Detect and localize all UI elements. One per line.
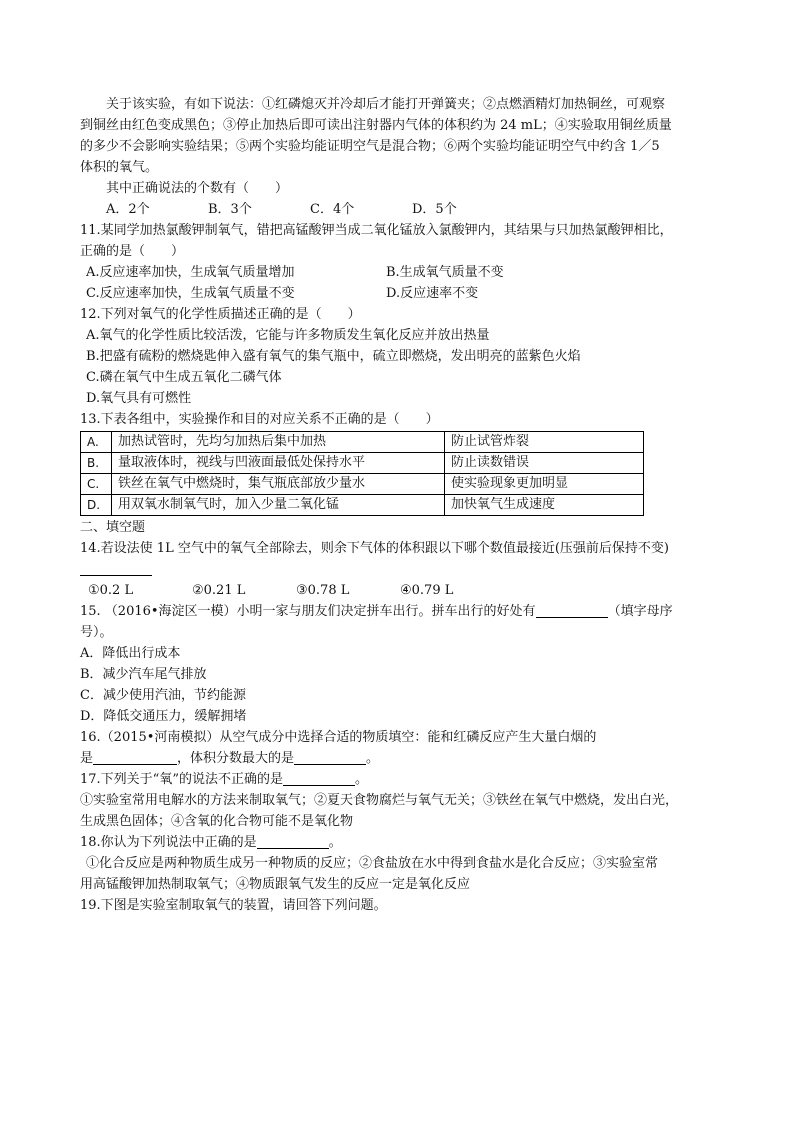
q13-row-a-label: A. bbox=[81, 432, 112, 453]
q14-options bbox=[80, 580, 720, 601]
q15-block bbox=[80, 601, 720, 727]
q13-row-d-label: D. bbox=[81, 495, 112, 516]
q13-row-c-label: C. bbox=[81, 474, 112, 495]
q13-block bbox=[80, 409, 720, 516]
q11-option-b: B.生成氧气质量不变 bbox=[386, 265, 504, 280]
q11-option-a: A.反应速率加快，生成氧气质量增加 bbox=[86, 265, 295, 280]
q17-block bbox=[80, 769, 720, 832]
table-row bbox=[81, 432, 644, 453]
q14-option-3: ③0.78 L bbox=[296, 583, 350, 598]
q11-block bbox=[80, 220, 720, 304]
q14-answer-blank[interactable] bbox=[80, 560, 152, 576]
worksheet-page bbox=[80, 94, 720, 916]
q17-statements-line2: 生成黑色固体；④含氧的化合物可能不是氧化物 bbox=[80, 814, 354, 829]
q16-block bbox=[80, 727, 720, 769]
q13-row-a-purpose: 防止试管炸裂 bbox=[445, 432, 644, 453]
q18-statements-line2: 用高锰酸钾加热制取氧气；④物质跟氧气发生的反应一定是氧化反应 bbox=[80, 877, 471, 892]
q16-stem-end: 。 bbox=[366, 751, 380, 766]
table-row bbox=[81, 453, 644, 474]
q15-option-d: D．降低交通压力，缓解拥堵 bbox=[80, 709, 247, 724]
q12-option-a: A.氧气的化学性质比较活泼，它能与许多物质发生氧化反应并放出热量 bbox=[86, 328, 490, 343]
q13-row-d-purpose: 加快氧气生成速度 bbox=[445, 495, 644, 516]
q11-stem-line1: 11.某同学加热氯酸钾制氧气，错把高锰酸钾当成二氧化锰放入氯酸钾内，其结果与只加热氯酸钾相比， bbox=[80, 223, 673, 238]
q10-option-b: B．3个 bbox=[208, 202, 252, 217]
q12-block bbox=[80, 304, 720, 409]
q18-block bbox=[80, 832, 720, 895]
q13-row-b-operation: 量取液体时，视线与凹液面最低处保持水平 bbox=[112, 453, 445, 474]
q13-row-b-purpose: 防止读数错误 bbox=[445, 453, 644, 474]
section-heading-fill-blank: 二、填空题 bbox=[80, 520, 146, 535]
q10-para-line1: 关于该实验，有如下说法：①红磷熄灭并冷却后才能打开弹簧夹；②点燃酒精灯加热铜丝，可观察 bbox=[106, 97, 666, 112]
q11-option-c: C.反应速率加快，生成氧气质量不变 bbox=[86, 286, 295, 301]
q14-option-1: ①0.2 L bbox=[88, 583, 134, 598]
q11-options bbox=[80, 262, 720, 304]
q16-stem-prefix: 是 bbox=[80, 751, 94, 766]
q13-row-c-operation: 铁丝在氧气中燃烧时，集气瓶底部放少量水 bbox=[112, 474, 445, 495]
q17-answer-blank[interactable] bbox=[283, 770, 355, 786]
q16-answer-blank-1[interactable] bbox=[93, 749, 177, 765]
table-row bbox=[81, 474, 644, 495]
q17-statements-line1: ①实验室常用电解水的方法来制取氧气；②夏天食物腐烂与氧气无关；③铁丝在氧气中燃烧，发出白光， bbox=[80, 793, 679, 808]
q10-block bbox=[80, 94, 720, 220]
q15-answer-blank[interactable] bbox=[536, 602, 608, 618]
q12-option-c: C.磷在氧气中生成五氧化二磷气体 bbox=[86, 370, 282, 385]
q16-stem-middle: ，体积分数最大的是 bbox=[177, 751, 295, 766]
q15-stem-line2: 号）。 bbox=[80, 625, 113, 640]
q15-stem-suffix: （填字母序 bbox=[607, 604, 673, 619]
table-row bbox=[81, 495, 644, 516]
q11-stem-line2: 正确的是（ ） bbox=[80, 244, 185, 259]
q17-stem: 17.下列关于“氧”的说法不正确的是 bbox=[80, 772, 283, 787]
q10-question: 其中正确说法的个数有（ ） bbox=[106, 181, 289, 196]
q18-answer-blank[interactable] bbox=[257, 833, 329, 849]
q13-row-a-operation: 加热试管时，先均匀加热后集中加热 bbox=[112, 432, 445, 453]
q18-statements-line1: ①化合反应是两种物质生成另一种物质的反应；②食盐放在水中得到食盐水是化合反应；③实验室常 bbox=[86, 856, 659, 871]
q10-option-a: A．2个 bbox=[106, 202, 150, 217]
q10-para-line4: 体积的氧气。 bbox=[80, 160, 159, 175]
q13-row-c-purpose: 使实验现象更加明显 bbox=[445, 474, 644, 495]
q15-option-c: C．减少使用汽油，节约能源 bbox=[80, 688, 246, 703]
q17-stem-end: 。 bbox=[354, 772, 368, 787]
q10-option-c: C．4个 bbox=[310, 202, 355, 217]
q10-option-d: D．5个 bbox=[412, 202, 457, 217]
q14-option-2: ②0.21 L bbox=[192, 583, 246, 598]
q10-para-line3: 的多少不会影响实验结果；⑤两个实验均能证明空气是混合物；⑥两个实验均能证明空气中约含 1／5 bbox=[80, 139, 660, 154]
q16-answer-blank-2[interactable] bbox=[294, 749, 366, 765]
q16-stem: 16.（2015•河南模拟）从空气成分中选择合适的物质填空：能和红磷反应产生大量白烟的 bbox=[80, 730, 597, 745]
q13-row-b-label: B. bbox=[81, 453, 112, 474]
q15-option-a: A．降低出行成本 bbox=[80, 646, 181, 661]
q12-option-b: B.把盛有硫粉的燃烧匙伸入盛有氧气的集气瓶中，硫立即燃烧，发出明亮的蓝紫色火焰 bbox=[86, 349, 581, 364]
q13-stem: 13.下表各组中，实验操作和目的对应关系不正确的是（ ） bbox=[80, 412, 439, 427]
q14-option-4: ④0.79 L bbox=[400, 583, 454, 598]
q15-option-b: B．减少汽车尾气排放 bbox=[80, 667, 207, 682]
q12-stem: 12.下列对氧气的化学性质描述正确的是（ ） bbox=[80, 307, 361, 322]
q18-stem-end: 。 bbox=[328, 835, 342, 850]
q18-stem: 18.你认为下列说法中正确的是 bbox=[80, 835, 257, 850]
q15-stem: 15. （2016•海淀区一模）小明一家与朋友们决定拼车出行。拼车出行的好处有 bbox=[80, 604, 536, 619]
q10-para-line2: 到铜丝由红色变成黑色；③停止加热后即可读出注射器内气体的体积约为 24 mL；④实验取用铜丝质量 bbox=[80, 118, 672, 133]
q13-row-d-operation: 用双氧水制氧气时，加入少量二氧化锰 bbox=[112, 495, 445, 516]
q14-block bbox=[80, 538, 720, 601]
q14-stem: 14.若设法使 1L 空气中的氧气全部除去，则余下气体的体积跟以下哪个数值最接近(压强前后保持不变) bbox=[80, 541, 669, 556]
q13-table bbox=[80, 431, 644, 516]
q12-option-d: D.氧气具有可燃性 bbox=[86, 391, 192, 406]
q19-stem: 19.下图是实验室制取氧气的装置，请回答下列问题。 bbox=[80, 898, 387, 913]
q11-option-d: D.反应速率不变 bbox=[386, 286, 479, 301]
q10-options bbox=[80, 199, 720, 220]
